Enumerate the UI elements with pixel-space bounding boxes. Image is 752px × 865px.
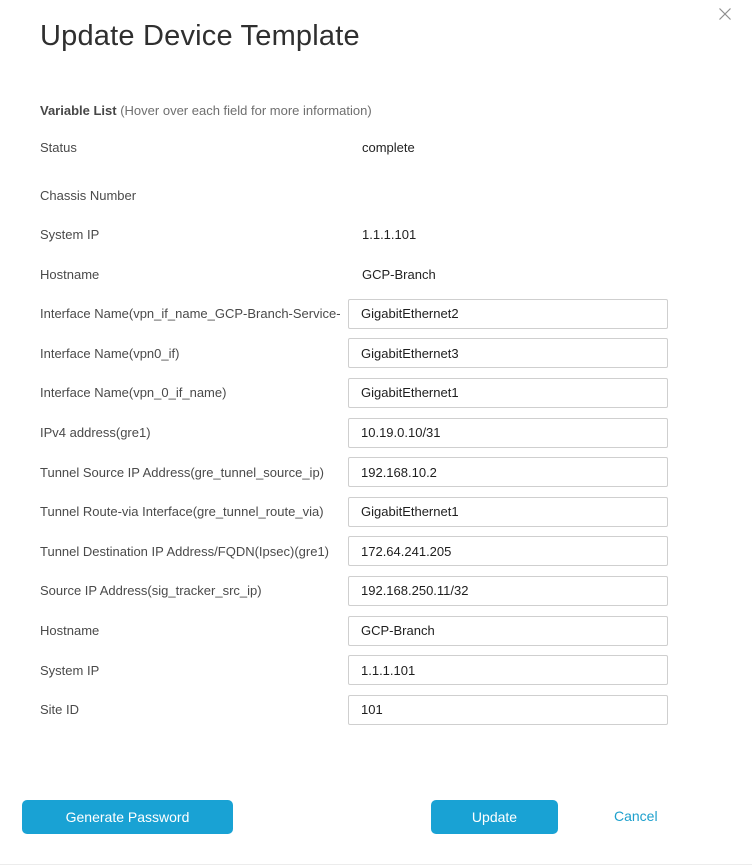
field-row [40,576,668,606]
field-row [40,378,668,408]
field-row [40,299,668,329]
field-input[interactable] [348,299,668,329]
field-label: Hostname [40,266,100,282]
field-label: Hostname [40,623,100,639]
field-row [40,259,668,289]
field-input[interactable] [348,536,668,566]
field-value: GCP-Branch [362,266,436,282]
field-label: Tunnel Route-via Interface(gre_tunnel_route_via) [40,504,324,520]
close-icon[interactable] [717,6,733,22]
field-input[interactable] [348,418,668,448]
variable-list-header [0,103,752,118]
field-label: Interface Name(vpn_0_if_name) [40,385,227,401]
field-input[interactable] [348,338,668,368]
field-label: System IP [40,662,100,678]
field-input[interactable] [348,576,668,606]
field-input[interactable] [348,695,668,725]
generate-password-button[interactable]: Generate Password [22,800,233,834]
field-row [40,220,668,250]
field-value: complete [362,139,415,155]
field-row [40,418,668,448]
field-value: 1.1.1.101 [362,227,417,243]
field-row [40,655,668,685]
footer-actions [0,800,752,834]
field-label: Tunnel Destination IP Address/FQDN(Ipsec)(gre1) [40,543,330,559]
field-label: Source IP Address(sig_tracker_src_ip) [40,583,262,599]
field-label: Chassis Number [40,187,137,203]
field-label: Site ID [40,702,80,718]
field-row [40,616,668,646]
field-row [40,536,668,566]
field-row [40,132,668,162]
field-label: Interface Name(vpn0_if) [40,345,180,361]
field-label: System IP [40,227,100,243]
field-row [40,695,668,725]
field-input[interactable] [348,378,668,408]
section-hint: (Hover over each field for more information) [120,103,372,118]
field-rows [0,132,752,725]
x-icon [717,6,733,22]
section-heading: Variable List [40,103,117,118]
field-input[interactable] [348,616,668,646]
page-title: Update Device Template [40,20,360,52]
field-input[interactable] [348,655,668,685]
field-row [40,457,668,487]
field-input[interactable] [348,497,668,527]
field-label: IPv4 address(gre1) [40,425,151,441]
field-input[interactable] [348,457,668,487]
field-label: Tunnel Source IP Address(gre_tunnel_source_ip) [40,464,325,480]
cancel-link[interactable]: Cancel [614,808,658,824]
update-button[interactable]: Update [431,800,558,834]
field-row [40,497,668,527]
field-row [40,338,668,368]
field-label: Interface Name(vpn_if_name_GCP-Branch-Service- [40,306,341,322]
field-row [40,180,668,210]
field-label: Status [40,139,77,155]
